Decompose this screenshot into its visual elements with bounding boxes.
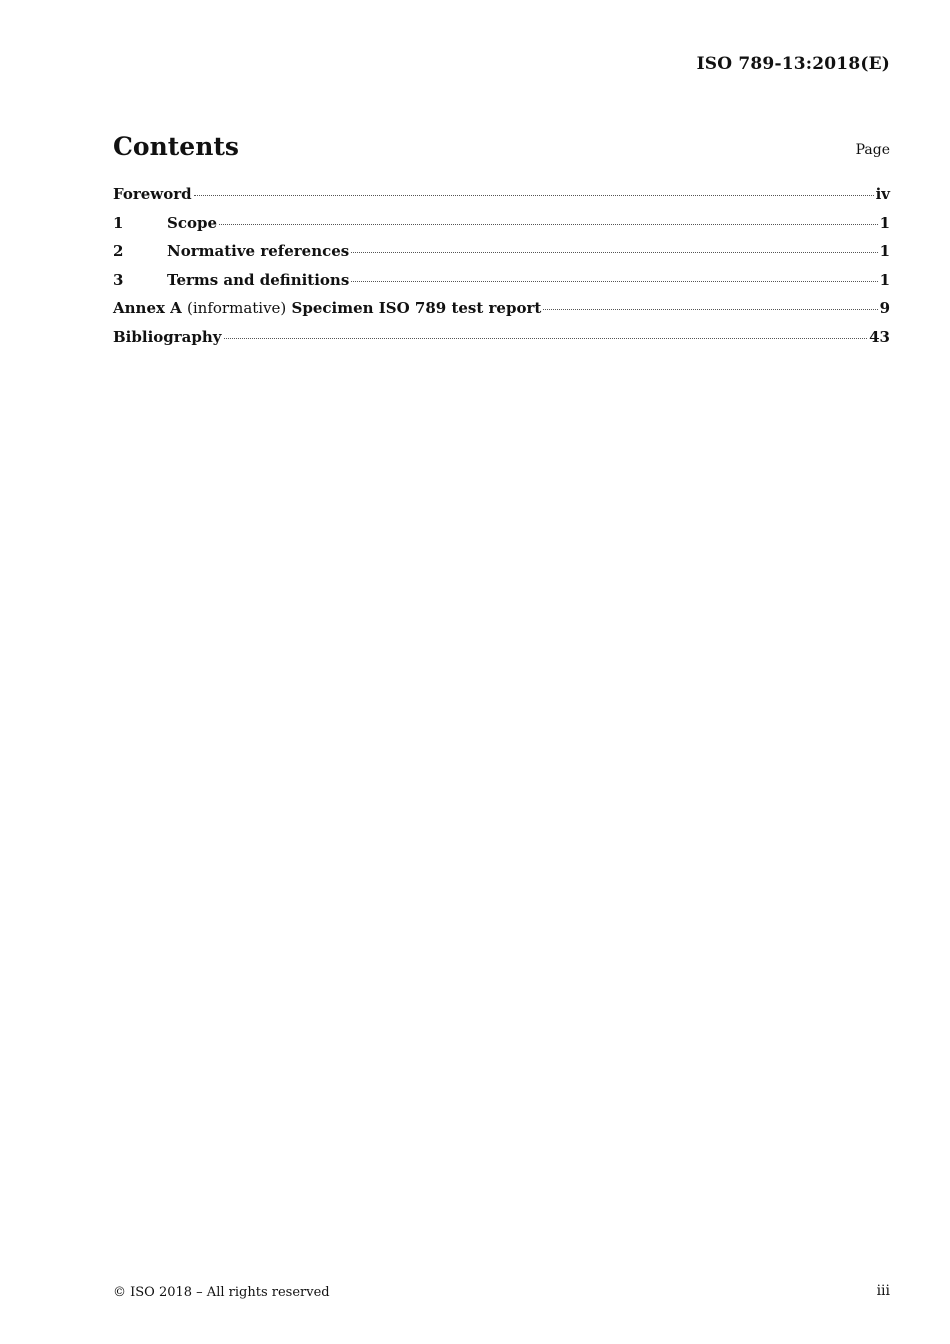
toc-entry-page: 1 <box>879 213 890 232</box>
toc-entry-page: 1 <box>879 242 890 261</box>
toc-entry-annex-a[interactable] <box>113 299 890 328</box>
toc-entry-foreword[interactable] <box>113 185 890 214</box>
toc-entry-number: 2 <box>113 242 124 261</box>
toc-entry-normative-references[interactable] <box>113 242 890 271</box>
toc-entry-title: Foreword <box>113 185 192 203</box>
dot-leader <box>194 195 874 196</box>
toc-entry-annex-type: (informative) <box>187 299 287 318</box>
toc-entry-scope[interactable] <box>113 214 890 243</box>
toc-entry-terms-and-definitions[interactable] <box>113 271 890 300</box>
dot-leader <box>224 338 868 339</box>
toc-entry-number: 3 <box>113 270 124 289</box>
toc-entry-page: iv <box>875 185 890 203</box>
toc-entry-title: Bibliography <box>113 327 222 346</box>
table-of-contents <box>113 185 890 357</box>
toc-entry-title: Terms and definitions <box>167 270 350 289</box>
toc-entry-number: 1 <box>113 213 124 232</box>
contents-heading: Contents <box>113 132 240 161</box>
toc-entry-bibliography[interactable] <box>113 328 890 357</box>
dot-leader <box>351 252 877 253</box>
toc-entry-annex-label: Annex A <box>113 299 182 318</box>
dot-leader <box>219 224 878 225</box>
document-id-header: ISO 789-13:2018(E) <box>696 54 890 74</box>
dot-leader <box>351 281 877 282</box>
toc-entry-page: 43 <box>869 327 890 346</box>
toc-entry-page: 9 <box>879 299 890 318</box>
dot-leader <box>543 309 877 310</box>
page-number-footer: iii <box>876 1283 890 1299</box>
toc-entry-title: Specimen ISO 789 test report <box>291 299 542 318</box>
toc-entry-title: Scope <box>167 213 218 232</box>
page-column-label: Page <box>855 142 890 158</box>
toc-entry-page: 1 <box>879 270 890 289</box>
copyright-footer: © ISO 2018 – All rights reserved <box>113 1285 330 1300</box>
toc-entry-title: Normative references <box>167 242 350 261</box>
